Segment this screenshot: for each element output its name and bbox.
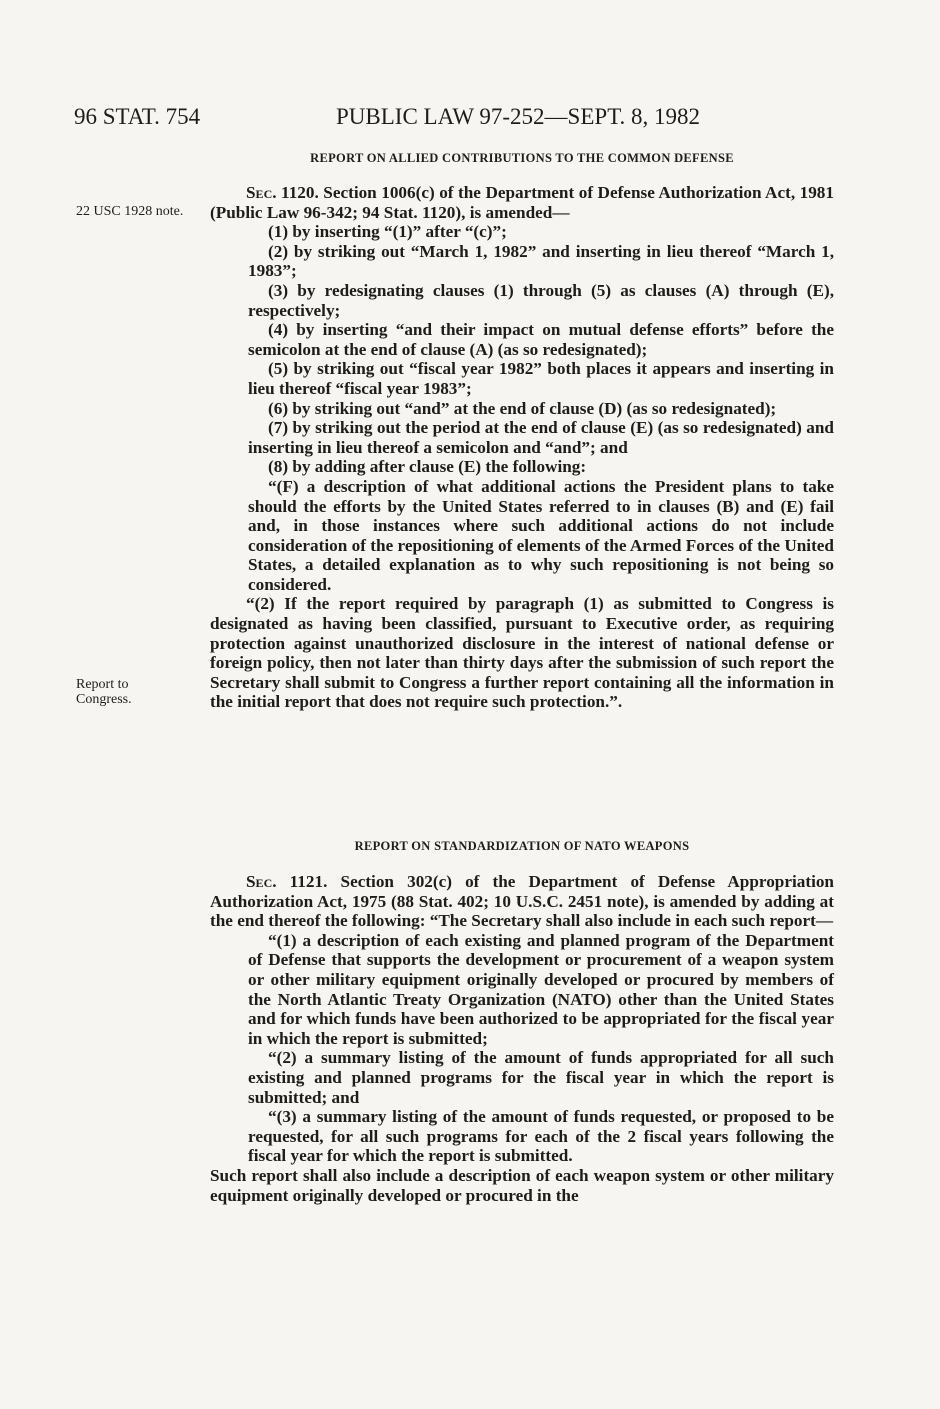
show-through-shadow (840, 292, 900, 332)
section-heading-nato-standardization: REPORT ON STANDARDIZATION OF NATO WEAPONS (354, 839, 690, 853)
quoted-paragraph-2: “(2) If the report required by paragraph (1) as submitted to Congress is designated as having been classified, pursuant to Executive order, as requiring protection against unauthorized disclosure in the interest of national defense or foreign policy, then not later than thirty days after the submission of such report the Secretary shall submit to Congress a further report containing all the information in the initial report that does not require such protection.”. (210, 594, 834, 712)
report-item-1: “(1) a description of each existing and planned program of the Department of Defense that supports the development or procurement of a weapon system or other military equipment originally developed or procured by members of the North Atlantic Treaty Organization (NATO) other than the United States and for which funds have been authorized to be appropriated for the fiscal year in which the report is submitted; (248, 930, 834, 1048)
amendment-item-8: (8) by adding after clause (E) the following: (268, 457, 587, 477)
amendment-item-3: (3) by redesignating clauses (1) through (5) as clauses (A) through (E), respectively; (248, 280, 834, 320)
section-label: Sec. (246, 872, 277, 891)
amendment-item-6: (6) by striking out “and” at the end of clause (D) (as so redesignated); (268, 398, 777, 418)
margin-note-usc: 22 USC 1928 note. (76, 204, 184, 219)
section-1120-intro-text: 1120. Section 1006(c) of the Department of Defense Authorization Act, 1981 (Public Law 96-342; 94 Stat. 1120), is amended— (210, 183, 834, 222)
section-label: Sec. (246, 183, 277, 202)
closing-paragraph: Such report shall also include a description of each weapon system or other military equipment originally developed or procured in the (210, 1165, 834, 1205)
section-1120-body (210, 183, 834, 712)
quoted-clause-f: “(F) a description of what additional actions the President plans to take should the efforts by the United States referred to in clauses (B) and (E) fail and, in those instances where such additional actions do not include consideration of the repositioning of elements of the Armed Forces of the United States, a detailed explanation as to why such repositioning is not being so considered. (248, 476, 834, 594)
margin-note-report-to-congress: Report to Congress. (76, 677, 132, 707)
stat-page-reference: 96 STAT. 754 (74, 104, 201, 129)
amendment-item-7: (7) by striking out the period at the end of clause (E) (as so redesignated) and inserting in lieu thereof a semicolon and “and”; and (248, 418, 834, 457)
section-heading-allied-contributions: REPORT ON ALLIED CONTRIBUTIONS TO THE COMMON DEFENSE (310, 151, 734, 165)
report-item-3: “(3) a summary listing of the amount of funds requested, or proposed to be requested, for all such programs for each of the 2 fiscal years following the fiscal year for which the report is submitted. (248, 1107, 834, 1166)
report-item-2: “(2) a summary listing of the amount of funds appropriated for all such existing and planned programs for the fiscal year in which the report is submitted; and (248, 1048, 834, 1107)
public-law-reference: PUBLIC LAW 97-252—SEPT. 8, 1982 (336, 104, 701, 129)
amendment-item-1: (1) by inserting “(1)” after “(c)”; (268, 222, 507, 242)
amendment-item-5: (5) by striking out “fiscal year 1982” both places it appears and inserting in lieu thereof “fiscal year 1983”; (248, 359, 834, 398)
section-1121-intro-text: 1121. Section 302(c) of the Department of Defense Appropriation Authorization Act, 1975 (88 Stat. 402; 10 U.S.C. 2451 note), is amended by adding at the end thereof the following: “The Secretary shall also include in each such report— (210, 872, 834, 931)
section-1121-intro (210, 872, 834, 931)
section-1121-body (210, 872, 834, 1205)
running-header (74, 104, 834, 136)
amendment-item-4: (4) by inserting “and their impact on mutual defense efforts” before the semicolon at the end of clause (A) (as so redesignated); (248, 320, 834, 359)
section-1120-intro (210, 183, 834, 222)
amendment-item-2: (2) by striking out “March 1, 1982” and inserting in lieu thereof “March 1, 1983”; (248, 241, 834, 281)
